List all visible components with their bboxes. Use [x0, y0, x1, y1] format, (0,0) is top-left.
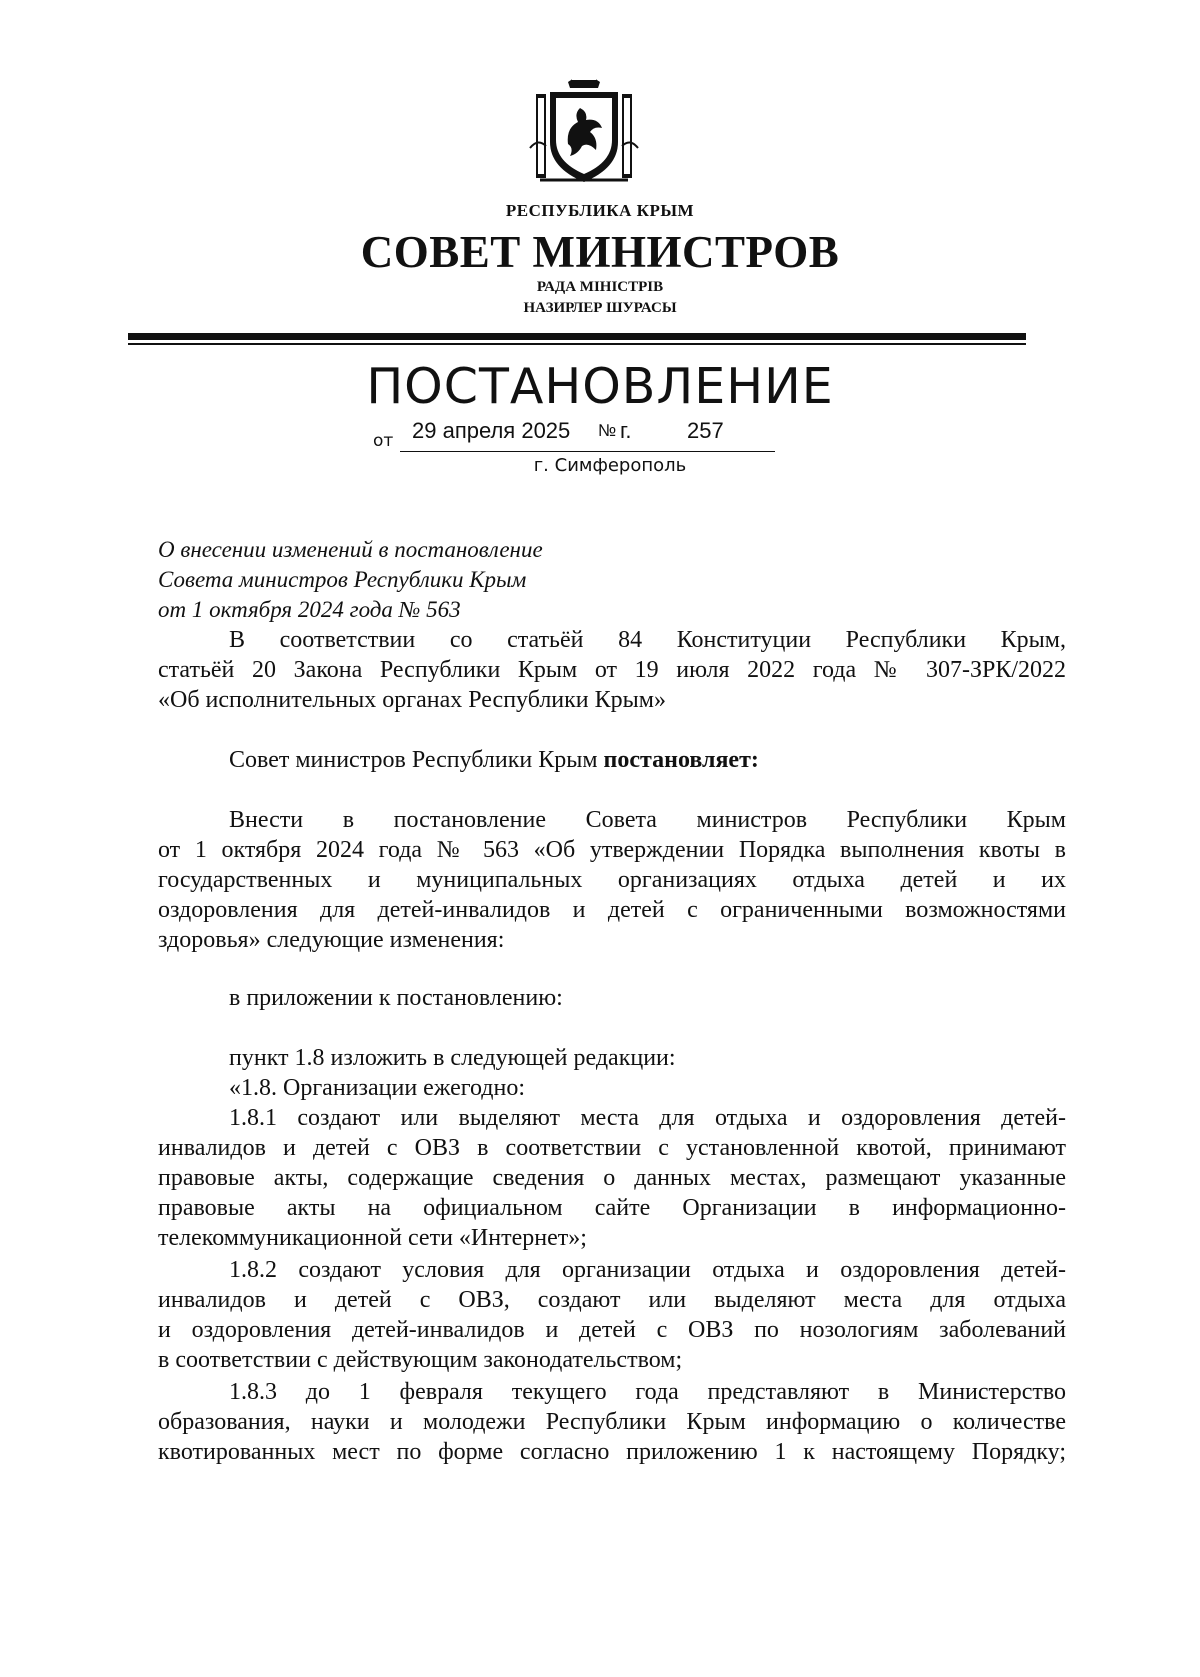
resolves-line [229, 746, 1066, 774]
date-prefix: от [373, 431, 394, 451]
year-suffix: г. [620, 418, 632, 443]
p181-line: телекоммуникационной сети «Интернет»; [158, 1225, 587, 1251]
amend-line: Внести в постановление Совета министров Республики Крым [229, 807, 1066, 833]
resolves-subject: Совет министров Республики Крым [229, 747, 598, 773]
decree-subject [158, 535, 543, 625]
city-name: г. Симферополь [533, 455, 687, 476]
p182-line: инвалидов и детей с ОВЗ, создают или выделяют места для отдыха [158, 1287, 1066, 1313]
annex-line: в приложении к постановлению: [229, 985, 563, 1011]
p182-line: и оздоровления детей-инвалидов и детей с ОВЗ по нозологиям заболеваний [158, 1317, 1066, 1343]
p183-line: квотированных мест по форме согласно приложению 1 к настоящему Порядку; [158, 1439, 1066, 1465]
subject-line: от 1 октября 2024 года № 563 [158, 597, 461, 622]
decree-number: 257 [687, 418, 724, 443]
subject-line: О внесении изменений в постановление [158, 537, 543, 562]
point-intro-line: пункт 1.8 изложить в следующей редакции: [229, 1045, 676, 1071]
council-name: СОВЕТ МИНИСТРОВ [360, 227, 840, 277]
p182-line: в соответствии с действующим законодательством; [158, 1347, 683, 1373]
republic-name: РЕСПУБЛИКА КРЫМ [505, 201, 695, 220]
basis-line: В соответствии со статьёй 84 Конституции Республики Крым, [229, 627, 1066, 653]
point-head-line: «1.8. Организации ежегодно: [229, 1075, 526, 1101]
header-divider-thin [128, 343, 1026, 345]
header-divider-thick [128, 333, 1026, 340]
council-name-ukrainian: РАДА МІНІСТРІВ [536, 279, 664, 295]
council-name-crimean-tatar: НАЗИРЛЕР ШУРАСЫ [523, 300, 677, 316]
p181-line: 1.8.1 создают или выделяют места для отдыха и оздоровления детей- [229, 1105, 1066, 1131]
resolves-verb: постановляет: [603, 747, 759, 773]
p181-line: правовые акты, содержащие сведения о данных местах, размещают указанные [158, 1165, 1066, 1191]
date-underline [400, 451, 775, 452]
amend-line: оздоровления для детей-инвалидов и детей с ограниченными возможностями [158, 897, 1066, 923]
decree-date: 29 апреля 2025 [412, 418, 571, 443]
p181-line: инвалидов и детей с ОВЗ в соответствии с установленной квотой, принимают [158, 1135, 1066, 1161]
p183-line: образования, науки и молодежи Республики Крым информацию о количестве [158, 1409, 1066, 1435]
amend-line: здоровья» следующие изменения: [158, 927, 505, 953]
p182-line: 1.8.2 создают условия для организации отдыха и оздоровления детей- [229, 1257, 1066, 1283]
coat-of-arms-emblem [528, 68, 640, 188]
document-type-title: ПОСТАНОВЛЕНИЕ [366, 358, 834, 415]
p181-line: правовые акты на официальном сайте Организации в информационно- [158, 1195, 1066, 1221]
p183-line: 1.8.3 до 1 февраля текущего года представляют в Министерство [229, 1379, 1066, 1405]
subject-line: Совета министров Республики Крым [158, 567, 527, 592]
basis-line: статьёй 20 Закона Республики Крым от 19 июля 2022 года № 307-ЗРК/2022 [158, 657, 1066, 683]
amend-line: от 1 октября 2024 года № 563 «Об утверждении Порядка выполнения квоты в [158, 837, 1066, 863]
basis-line: «Об исполнительных органах Республики Крым» [158, 687, 666, 713]
number-sign: № [598, 421, 617, 440]
amend-line: государственных и муниципальных организациях отдыха детей и их [158, 867, 1066, 893]
